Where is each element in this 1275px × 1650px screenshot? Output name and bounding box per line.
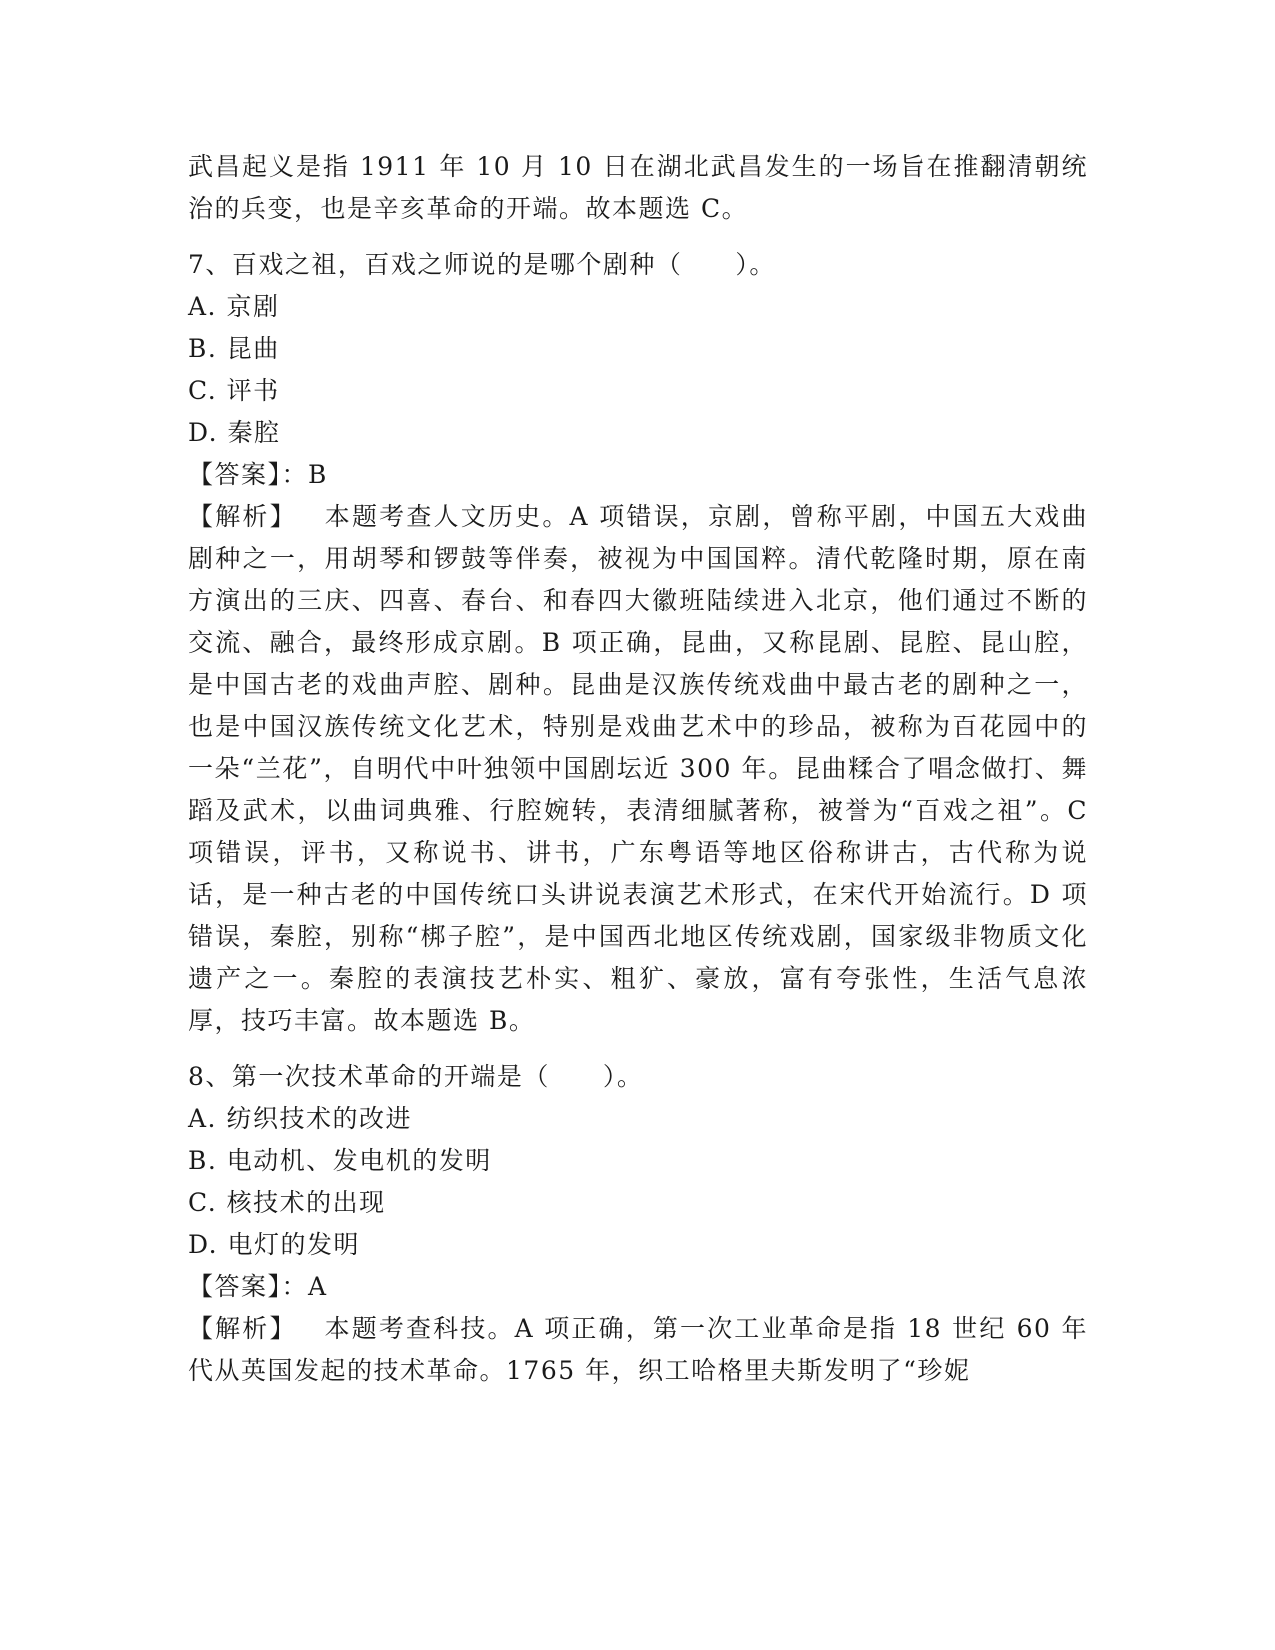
option-b: B. 昆曲: [188, 334, 280, 363]
previous-explanation-tail: 武昌起义是指 1911 年 10 月 10 日在湖北武昌发生的一场旨在推翻清朝统治的兵变，也是辛亥革命的开端。故本题选 C。: [188, 152, 1088, 223]
explanation-text: 本题考查人文历史。A 项错误，京剧，曾称平剧，中国五大戏曲剧种之一，用胡琴和锣鼓等伴奏，被视为中国国粹。清代乾隆时期，原在南方演出的三庆、四喜、春台、和春四大徽班陆续进入北京，他们通过不断的交流、融合，最终形成京剧。B 项正确，昆曲，又称昆剧、昆腔、昆山腔，是中国古老的戏曲声腔、剧种。昆曲是汉族传统戏曲中最古老的剧种之一，也是中国汉族传统文化艺术，特别是戏曲艺术中的珍品，被称为百花园中的一朵“兰花”，自明代中叶独领中国剧坛近 300 年。昆曲糅合了唱念做打、舞蹈及武术，以曲词典雅、行腔婉转，表清细腻著称，被誉为“百戏之祖”。C 项错误，评书，又称说书、讲书，广东粤语等地区俗称讲古，古代称为说话，是一种古老的中国传统口头讲说表演艺术形式，在宋代开始流行。D 项错误，秦腔，别称“梆子腔”，是中国西北地区传统戏剧，国家级非物质文化遗产之一。秦腔的表演技艺朴实、粗犷、豪放，富有夸张性，生活气息浓厚，技巧丰富。故本题选 B。: [188, 502, 1088, 1035]
option-d: D. 秦腔: [188, 418, 281, 447]
option-b: B. 电动机、发电机的发明: [188, 1146, 492, 1175]
option-c: C. 核技术的出现: [188, 1188, 386, 1217]
answer-label: 【答案】：: [188, 1272, 309, 1301]
explanation-text: 本题考查科技。A 项正确，第一次工业革命是指 18 世纪 60 年代从英国发起的技术革命。1765 年，织工哈格里夫斯发明了“珍妮: [188, 1314, 1088, 1385]
answer-value: B: [308, 460, 328, 489]
answer-line: [188, 454, 1088, 496]
option-a: A. 京剧: [188, 292, 280, 321]
answer-value: A: [308, 1272, 328, 1301]
answer-line: [188, 1266, 1088, 1308]
question-stem: 8、第一次技术革命的开端是（ ）。: [188, 1062, 644, 1091]
question-7: [188, 244, 1088, 1042]
answer-label: 【答案】：: [188, 460, 309, 489]
explanation-label: 【解析】: [188, 1314, 297, 1343]
question-stem: 7、百戏之祖，百戏之师说的是哪个剧种（ ）。: [188, 250, 776, 279]
question-8: [188, 1056, 1088, 1392]
explanation: [188, 496, 1088, 1042]
explanation: [188, 1308, 1088, 1392]
option-c: C. 评书: [188, 376, 280, 405]
option-d: D. 电灯的发明: [188, 1230, 361, 1259]
option-a: A. 纺织技术的改进: [188, 1104, 412, 1133]
document-body: [188, 146, 1088, 1392]
explanation-label: 【解析】: [188, 502, 297, 531]
